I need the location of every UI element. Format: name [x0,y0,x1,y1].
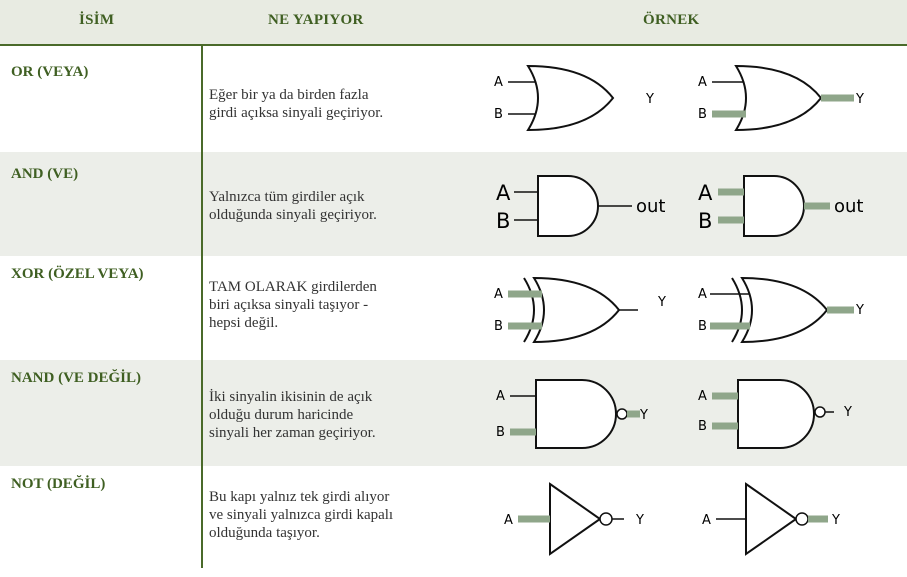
or-gate-symbol-on [694,46,894,152]
or-gate-symbol-off [488,46,688,152]
gate-name: XOR (ÖZEL VEYA) [11,266,144,282]
input-b-label: B [698,319,707,334]
input-b-label: B [698,419,707,434]
output-label: Y [640,408,648,423]
gate-name: AND (VE) [11,166,79,182]
header-example: ÖRNEK [643,12,700,28]
row-not [0,466,907,572]
output-label: Y [636,513,644,528]
gate-description: İki sinyalin ikisinin de açık olduğu durum haricinde sinyali her zaman geçiriyor. [209,389,376,441]
row-and [0,152,907,256]
header-description: NE YAPIYOR [268,12,364,28]
input-a-label: A [702,513,711,528]
nand-gate-symbol-on [694,360,894,466]
output-label: Y [646,92,654,107]
input-b-label: B [494,107,503,122]
row-nand [0,360,907,466]
gate-name: OR (VEYA) [11,64,89,80]
input-a-label: A [494,287,503,302]
gate-description: Yalnızca tüm girdiler açık olduğunda sinyali geçiriyor. [209,189,377,223]
column-divider [201,46,203,568]
not-gate-symbol-on [694,466,894,572]
xor-gate-symbol-on [694,256,894,360]
not-gate-symbol-off [488,466,688,572]
output-label: Y [658,295,666,310]
nand-gate-symbol-off [488,360,688,466]
input-b-label: B [494,319,503,334]
input-b-label: B [698,107,707,122]
input-a-label: A [496,181,511,205]
row-xor [0,256,907,360]
input-b-label: B [496,209,511,233]
input-b-label: B [496,425,505,440]
output-label: Y [832,513,840,528]
gate-description: Bu kapı yalnız tek girdi alıyor ve sinyali yalnızca girdi kapalı olduğunda taşıyor. [209,489,394,541]
row-or [0,46,907,152]
output-label: Y [856,303,864,318]
input-a-label: A [494,75,503,90]
gate-name: NAND (VE DEĞİL) [11,370,142,386]
input-a-label: A [504,513,513,528]
output-label: out [636,196,666,217]
gate-description: TAM OLARAK girdilerden biri açıksa sinyali taşıyor - hepsi değil. [209,279,377,331]
gate-description: Eğer bir ya da birden fazla girdi açıksa sinyali geçiriyor. [209,87,384,121]
gate-name: NOT (DEĞİL) [11,476,106,492]
input-a-label: A [698,75,707,90]
and-gate-symbol-on [694,152,894,256]
output-label: out [834,196,864,217]
input-a-label: A [698,181,713,205]
input-b-label: B [698,209,713,233]
input-a-label: A [698,389,707,404]
output-label: Y [844,405,852,420]
table-header [0,0,907,46]
and-gate-symbol-off [488,152,688,256]
header-name: İSİM [79,12,115,28]
xor-gate-symbol-off [488,256,688,360]
input-a-label: A [698,287,707,302]
input-a-label: A [496,389,505,404]
output-label: Y [856,92,864,107]
